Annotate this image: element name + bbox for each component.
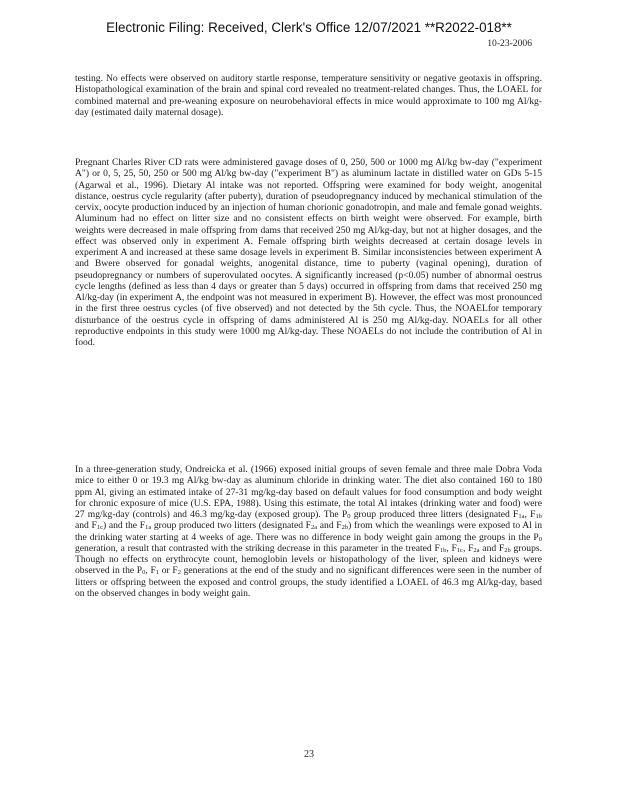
text-segment: generations at the end of the study and no significant differences were seen in the number of litters or offspring between the exposed and control groups, the study identified a LOAEL of 46.3 mg Al/kg-day, based on the observed changes in body weight gain. xyxy=(75,565,542,599)
filing-stamp: Electronic Filing: Received, Clerk's Office 12/07/2021 **R2022-018** xyxy=(106,20,512,35)
text-segment: and F xyxy=(479,542,505,554)
text-segment: ) and the F xyxy=(102,520,146,532)
text-segment: In a three-generation study, Ondreicka et al. (1966) exposed initial groups of seven female and three male Dobra Voda mice to either 0 or 19.3 mg Al/kg bw-day as aluminum chloride in drinking water. The diet also contained 160 to 180 ppm Al, giving an estimated intake of 27-31 mg/kg-day based on default values for food consumption and body weight for chronic exposure of mice (U.S. EPA, 1988). Using this estimate, the total Al intakes (drinking water and food) were 27 mg/kg-day (controls) and 46.3 mg/kg-day (exposed group). The P xyxy=(75,464,542,520)
subscript: 2b xyxy=(504,546,511,554)
text-segment: , F xyxy=(145,565,156,577)
text-segment: ) from which the weanlings were exposed to Al in the drinking water starting at 4 weeks of age. There was no difference in body weight gain among the groups in the P xyxy=(75,520,542,543)
subscript: 2a xyxy=(473,546,480,554)
text-segment: groups. Though no effects on erythrocyte count, hemoglobin levels or histopathology of the liver, spleen and kidneys were observed in the P xyxy=(75,542,543,577)
subscript: 1 xyxy=(155,569,160,577)
subscript: 1a xyxy=(145,524,152,532)
text-segment: and F xyxy=(75,520,97,532)
text-segment: , F xyxy=(524,509,536,520)
subscript: 0 xyxy=(142,569,146,577)
subscript: 0 xyxy=(347,513,351,520)
text-segment: , F xyxy=(462,542,474,554)
text-segment: generation, a result that contrasted with the striking decrease in this parameter in the treated F xyxy=(75,542,440,554)
subscript: 2 xyxy=(177,569,181,577)
text-segment: or F xyxy=(159,565,178,577)
text-segment: , F xyxy=(446,542,457,554)
document-date: 10-23-2006 xyxy=(487,38,532,49)
text-segment: and F xyxy=(317,520,342,532)
subscript: 1c xyxy=(456,546,463,554)
text-segment: group produced two litters (designated F xyxy=(151,520,311,532)
subscript: 2b xyxy=(341,524,349,532)
paragraph-neurobehavioral: testing. No effects were observed on auditory startle response, temperature sensitivity or negative geotaxis in offspring. Histopathological examination of the brain and spinal cord revealed no treatment-related changes. Thus, the LOAEL for combined maternal and pre-weaning exposure on neurobehavioral effects in mice would approximate to 100 mg Al/kg-day (estimated daily maternal dosage). xyxy=(75,73,542,118)
text-segment: group produced three litters (designated F xyxy=(350,509,519,520)
subscript: 1c xyxy=(96,524,103,532)
subscript: 0 xyxy=(538,535,542,543)
subscript: 2a xyxy=(311,524,318,532)
subscript: 1a xyxy=(518,513,525,520)
subscript: 1b xyxy=(439,546,447,554)
subscript: 1b xyxy=(535,513,542,520)
page-number: 23 xyxy=(304,749,314,760)
paragraph-agarwal-study: Pregnant Charles River CD rats were administered gavage doses of 0, 250, 500 or 1000 mg Al/kg bw-day ("experiment A") or 0, 5, 25, 50, 250 or 500 mg Al/kg bw-day ("experiment B") as aluminum lactate in distilled water on GDs 5-15 (Agarwal et al., 1996). Dietary Al intake was not reported. Offspring were examined for body weight, anogenital distance, oestrus cycle regularity (after puberty), duration of pseudopregnancy induced by mechanical stimulation of the cervix, oocyte production induced by an injection of human chorionic gonadotropin, and male and female gonad weights. Aluminum had no effect on litter size and no consistent effects on birth weight were observed. For example, birth weights were decreased in male offspring from dams that received 250 mg Al/kg-day, but not at higher dosages, and the effect was observed only in experiment A. Female offspring birth weights decreased at certain dosage levels in experiment A and increased at these same dosage levels in experiment B. Similar inconsistencies between experiment A and Bwere observed for gonadal weights, anogenital distance, time to puberty (vaginal opening), duration of pseudopregnancy or numbers of superovulated oocytes. A significantly increased (p<0.05) number of abnormal oestrus cycle lengths (defined as less than 4 days or greater than 5 days) occurred in offspring from dams that received 250 mg Al/kg-day (in experiment A, the endpoint was not measured in experiment B). However, the effect was most pronounced in the first three oestrus cycles (of five observed) and not detected by the 5th cycle. Thus, the NOAELfor temporary disturbance of the oestrus cycle in offspring of dams administered Al is 250 mg Al/kg-day. NOAELs for all other reproductive endpoints in this study were 1000 mg Al/kg-day. These NOAELs do not include the contribution of Al in food. xyxy=(75,157,542,348)
paragraph-ondreicka-study xyxy=(75,464,542,599)
